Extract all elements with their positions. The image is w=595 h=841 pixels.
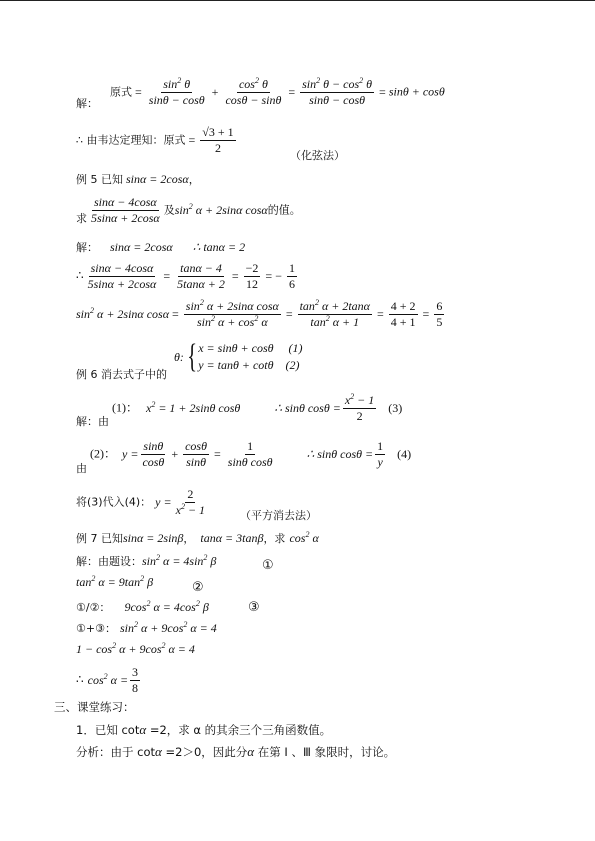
text: 及 <box>163 203 175 217</box>
exercise-1-analysis <box>76 745 395 759</box>
text: α <box>155 744 162 759</box>
text: ①/②： <box>76 601 111 614</box>
top-rule <box>0 0 595 1</box>
text: 由 <box>76 462 87 475</box>
sol-7-line1: 解：由题设：$\sin^2 \alpha = 4\sin^2$ β <box>76 553 217 568</box>
text: ①+③： <box>76 622 116 635</box>
text: 例 7 已知 <box>76 532 123 545</box>
text: ① <box>262 558 274 573</box>
example-6 <box>76 367 167 382</box>
formula-yuanshi: 原式 = $\frac{\sin^2 \theta}{\sin\theta - \cos\theta}$ + $\frac{\cos^2 \theta}{\cos\theta - \sin\theta}$ = $\frac{\sin^2 \theta - \cos^2 \theta}{\sin\theta - \cos\theta}$ = sinθ + cosθ <box>110 76 445 107</box>
sol-6-label2 <box>76 461 87 476</box>
section-3-heading <box>54 700 135 714</box>
text: 例 6 消去式子中的 <box>76 368 167 381</box>
example-5-ask: 求 $\frac{\sin\alpha - 4\cos\alpha}{5\sin\alpha + 2\cos\alpha}$ 及$\sin^2 \alpha + 2\sin\alpha$ cosα的值。 <box>76 195 301 225</box>
text: 求 <box>76 211 87 225</box>
vieta-line: ∴ 由韦达定理知：原式 = $\frac{√3 + 1}{2}$ <box>76 125 234 155</box>
circled-1 <box>262 558 274 573</box>
text: （化弦法） <box>290 149 345 162</box>
text: 例 5 已知 <box>76 173 123 186</box>
sol-5-line3: $\sin^2 \alpha + 2\sin\alpha$ cosα = $\frac{\sin^2 \alpha + 2\sin\alpha \cos\alpha}{\sin^2 \alpha + \cos^2 \alpha}$ = $\frac{\tan^2 \alpha + 2\tan\alpha}{\tan^2 \alpha + 1}$ = $\frac{4 + 2}{4 + 1}$ = $\frac{6}{5}$ <box>76 298 443 329</box>
text: 解：由题设： <box>76 555 142 568</box>
text: =2，求 α 的其余三个三角函数值。 <box>146 723 332 737</box>
sol-6-label <box>76 414 109 429</box>
sol-7-line3: ①/②： $9\cos^2$ $\alpha = 4\cos^2$ β <box>76 599 209 614</box>
sol-7-line2: $\tan^2 \alpha = 9\tan^2$ β <box>76 574 154 589</box>
text: 解： <box>76 241 98 254</box>
sol-6-line1: (1)： $x^2 = 1 + 2\sin\theta$ cosθ ∴ sinθ cosθ = $\frac{x^2 - 1}{2}$ (3) <box>112 392 403 423</box>
sol-7-line5: $1 - \cos^2 \alpha + 9\cos^2$ α = 4 <box>76 641 195 656</box>
sol-6-result: 将(3)代入(4)： y = $\frac{2}{x^2 - 1}$ <box>76 487 206 517</box>
circled-3 <box>248 600 260 615</box>
method-huaxian <box>290 148 345 163</box>
text: =2＞0，因此分 <box>161 745 248 759</box>
exercise-1 <box>76 723 331 737</box>
text: ， <box>183 532 195 545</box>
text: 三、课堂练习： <box>54 700 135 714</box>
sol-6-line2: (2)： y = $\frac{\sin\theta}{\cos\theta}$ + $\frac{\cos\theta}{\sin\theta}$ = $\frac{1}{\text{sinθ cosθ}}$ ∴ sinθ cosθ = $\frac{1}{y}$ (4) <box>90 439 412 469</box>
text: 解：由 <box>76 415 109 428</box>
example-6-system: θ:{ x = sinθ + cosθ (1) y = tanθ + cotθ (2) <box>174 338 303 375</box>
circled-2 <box>192 580 204 595</box>
sol-5-line1: 解： sinα = 2cosα ∴ tanα = 2 <box>76 240 246 254</box>
text: 分析：由于 cot <box>76 745 156 759</box>
text: 在第 Ⅰ 、Ⅲ 象限时，讨论。 <box>254 745 396 759</box>
text: ② <box>192 580 204 595</box>
sol-5-line2: ∴ $\frac{\sin\alpha - 4\cos\alpha}{5\sin\alpha + 2\cos\alpha}$ = $\frac{\tan\alpha - 4}{5\tan\alpha + 2}$ = $\frac{-2}{12}$ = − $\frac{1}{6}$ <box>76 261 295 291</box>
text: ，求 <box>263 532 286 545</box>
method-pingfang <box>240 508 317 523</box>
text: α <box>139 722 147 737</box>
sol-7-line4: ①+③： $\sin^2 \alpha + 9\cos^2$ α = 4 <box>76 620 217 635</box>
text: √3 <box>202 125 215 139</box>
text: 将(3)代入(4)： <box>76 495 152 509</box>
text: （平方消去法） <box>240 509 317 522</box>
text: 1．已知 cot <box>76 723 140 737</box>
example-5: 例 5 已知 sinα = 2cosα， <box>76 172 200 186</box>
text: 的值。 <box>267 203 301 217</box>
example-7: 例 7 已知sinα = 2sinβ， tanα = 3tanβ，求 $\cos^2 \alpha$ <box>76 530 319 545</box>
text: ③ <box>248 600 260 615</box>
text: 原式 <box>110 85 132 99</box>
sol-label-1 <box>76 96 98 111</box>
text: θ: <box>174 350 184 364</box>
sol-7-result: ∴ $\cos^2 \alpha$ = $\frac{3}{8}$ <box>76 665 139 695</box>
text: ∴ 由韦达定理知：原式 <box>76 133 186 147</box>
text: α <box>247 744 255 759</box>
text: 解： <box>76 97 98 110</box>
